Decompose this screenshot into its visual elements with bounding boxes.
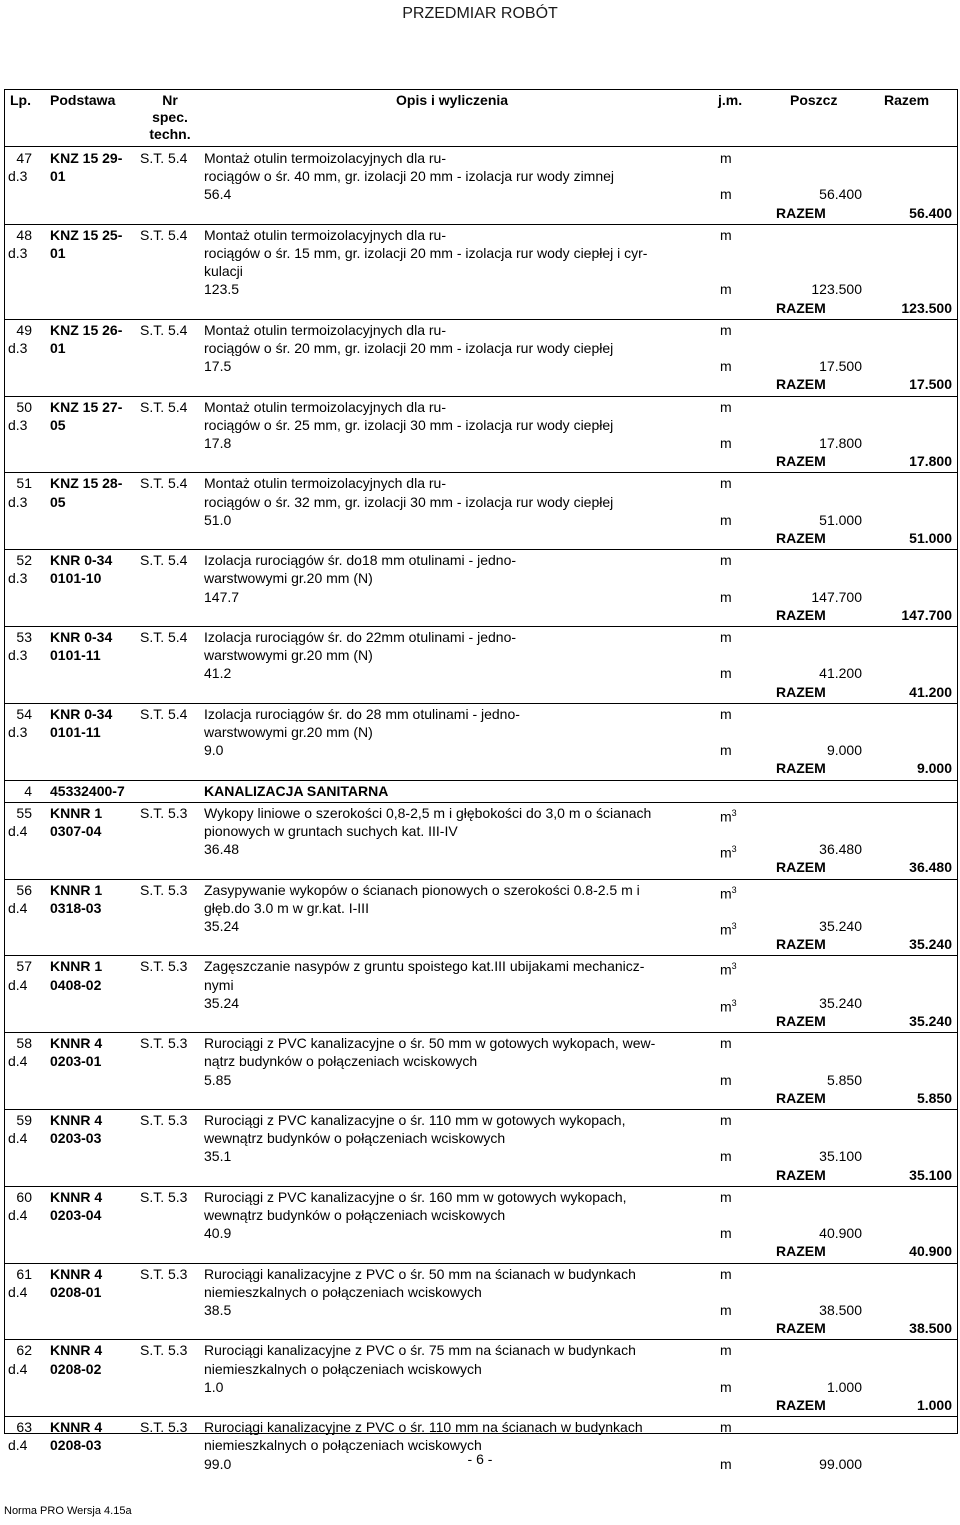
item-48-spec: S.T. 5.4 bbox=[140, 226, 188, 243]
item-48-desc-line: kulacji bbox=[204, 263, 243, 280]
item-56-spec: S.T. 5.3 bbox=[140, 881, 188, 898]
section-title: KANALIZACJA SANITARNA bbox=[204, 782, 389, 799]
col-razem: Razem bbox=[884, 92, 930, 108]
item-49-calc: 17.5 bbox=[204, 358, 232, 375]
item-58-razem-label: RAZEM bbox=[776, 1089, 826, 1106]
item-62-section-ref: d.4 bbox=[8, 1360, 28, 1377]
item-61-razem-label: RAZEM bbox=[776, 1320, 826, 1337]
item-51-razem-label: RAZEM bbox=[776, 530, 826, 546]
item-51-calc-unit: m bbox=[720, 511, 732, 528]
item-60-poszcz: 40.900 bbox=[819, 1225, 862, 1242]
item-55-basis-code: 0307-04 bbox=[50, 823, 102, 839]
item-59-calc-unit: m bbox=[720, 1148, 732, 1165]
item-47-calc-unit: m bbox=[720, 186, 732, 203]
item-50-separator bbox=[4, 472, 957, 473]
item-56-section-ref: d.4 bbox=[8, 899, 28, 916]
col-jm: j.m. bbox=[718, 92, 743, 108]
item-56-calc: 35.24 bbox=[204, 918, 240, 934]
item-53-calc-unit: m bbox=[720, 665, 732, 682]
col-opis: Opis i wyliczenia bbox=[396, 92, 509, 108]
item-51-section-ref: d.3 bbox=[8, 493, 28, 510]
item-61-poszcz: 38.500 bbox=[819, 1302, 862, 1318]
item-63-calc-unit: m bbox=[720, 1455, 732, 1472]
unit-exponent: 3 bbox=[731, 961, 737, 972]
item-48-unit: m bbox=[720, 226, 732, 243]
item-52-basis-code: 0101-10 bbox=[50, 570, 102, 587]
item-53-calc: 41.2 bbox=[204, 665, 232, 682]
item-52-lp: 52 bbox=[16, 552, 32, 569]
item-49-basis-code: 01 bbox=[50, 340, 66, 356]
item-61-desc-line: niemieszkalnych o połączeniach wciskowych bbox=[204, 1283, 482, 1300]
table-left-border bbox=[4, 89, 5, 1434]
item-52-calc-unit: m bbox=[720, 588, 732, 605]
item-62-basis: KNNR 4 bbox=[50, 1342, 103, 1359]
item-53-desc-line: Izolacja rurociągów śr. do 22mm otulinami - jedno- bbox=[204, 629, 517, 645]
item-56-razem-label: RAZEM bbox=[776, 936, 826, 953]
item-48-section-ref: d.3 bbox=[8, 245, 28, 261]
col-lp: Lp. bbox=[10, 92, 31, 108]
item-60-basis: KNNR 4 bbox=[50, 1188, 103, 1205]
item-48-calc: 123.5 bbox=[204, 281, 240, 298]
item-62-razem-label: RAZEM bbox=[776, 1397, 826, 1413]
item-54-spec: S.T. 5.4 bbox=[140, 705, 188, 722]
item-61-lp: 61 bbox=[16, 1265, 32, 1282]
item-53-spec: S.T. 5.4 bbox=[140, 629, 188, 645]
col-podstawa: Podstawa bbox=[50, 92, 116, 108]
item-52-unit: m bbox=[720, 552, 732, 569]
item-51-basis: KNZ 15 28- bbox=[50, 475, 123, 492]
item-48-separator bbox=[4, 319, 957, 320]
item-54-desc-line: Izolacja rurociągów śr. do 28 mm otulinami - jedno- bbox=[204, 705, 520, 722]
item-49-desc-line: Montaż otulin termoizolacyjnych dla ru- bbox=[204, 321, 446, 338]
software-version: Norma PRO Wersja 4.15a bbox=[4, 1505, 132, 1517]
item-59-razem: 35.100 bbox=[909, 1166, 952, 1183]
item-55-poszcz: 36.480 bbox=[819, 841, 862, 858]
item-49-section-ref: d.3 bbox=[8, 340, 28, 356]
item-54-razem: 9.000 bbox=[916, 760, 952, 777]
item-61-razem: 38.500 bbox=[909, 1320, 952, 1337]
item-60-separator bbox=[4, 1263, 957, 1264]
item-48-basis: KNZ 15 25- bbox=[50, 226, 123, 243]
item-58-basis: KNNR 4 bbox=[50, 1035, 103, 1052]
item-54-poszcz: 9.000 bbox=[826, 742, 862, 759]
item-61-section-ref: d.4 bbox=[8, 1283, 28, 1300]
item-57-unit: $m^3$ bbox=[720, 961, 737, 979]
item-54-calc-unit: m bbox=[720, 742, 732, 759]
item-51-razem: 51.000 bbox=[909, 530, 952, 546]
item-58-poszcz: 5.850 bbox=[826, 1071, 862, 1088]
item-47-razem-label: RAZEM bbox=[776, 204, 826, 221]
item-55-razem-label: RAZEM bbox=[776, 859, 826, 876]
item-51-desc-line: rociągów o śr. 32 mm, gr. izolacji 30 mm - izolacja rur wody ciepłej bbox=[204, 493, 614, 510]
item-49-razem: 17.500 bbox=[909, 376, 952, 393]
item-56-calc-unit: $m^3$ bbox=[720, 921, 737, 938]
item-54-section-ref: d.3 bbox=[8, 724, 28, 740]
item-55-section-ref: d.4 bbox=[8, 823, 28, 839]
item-50-calc-unit: m bbox=[720, 435, 732, 451]
item-52-basis: KNR 0-34 bbox=[50, 552, 113, 569]
item-52-razem: 147.700 bbox=[901, 606, 952, 623]
item-59-spec: S.T. 5.3 bbox=[140, 1112, 188, 1128]
item-56-separator bbox=[4, 955, 957, 956]
item-50-poszcz: 17.800 bbox=[819, 435, 862, 451]
item-58-desc-line: nątrz budynków o połączeniach wciskowych bbox=[204, 1053, 478, 1070]
item-61-basis: KNNR 4 bbox=[50, 1265, 103, 1282]
item-61-desc-line: Rurociągi kanalizacyjne z PVC o śr. 50 mm na ścianach w budynkach bbox=[204, 1265, 636, 1282]
item-55-calc-unit: $m^3$ bbox=[720, 844, 737, 861]
col-nr-spec: spec. bbox=[152, 109, 188, 125]
item-50-desc-line: rociągów o śr. 25 mm, gr. izolacji 30 mm - izolacja rur wody ciepłej bbox=[204, 416, 614, 433]
item-52-calc: 147.7 bbox=[204, 588, 240, 605]
item-48-desc-line: rociągów o śr. 15 mm, gr. izolacji 20 mm - izolacja rur wody ciepłej i cyr- bbox=[204, 245, 648, 261]
item-62-unit: m bbox=[720, 1342, 732, 1359]
item-57-section-ref: d.4 bbox=[8, 976, 28, 993]
item-57-desc-line: nymi bbox=[204, 976, 234, 993]
item-56-basis: KNNR 1 bbox=[50, 881, 103, 898]
item-56-poszcz: 35.240 bbox=[819, 918, 862, 934]
unit-exponent: 3 bbox=[731, 884, 737, 895]
item-58-section-ref: d.4 bbox=[8, 1053, 28, 1070]
item-59-calc: 35.1 bbox=[204, 1148, 232, 1165]
item-60-desc-line: wewnątrz budynków o połączeniach wciskowych bbox=[204, 1207, 506, 1223]
item-48-calc-unit: m bbox=[720, 281, 732, 298]
item-57-desc-line: Zagęszczanie nasypów z gruntu spoistego kat.III ubijakami mechanicz- bbox=[204, 958, 645, 975]
item-59-separator bbox=[4, 1186, 957, 1187]
item-53-basis-code: 0101-11 bbox=[50, 647, 101, 664]
item-53-separator bbox=[4, 703, 957, 704]
unit-exponent: 3 bbox=[731, 921, 737, 931]
item-62-spec: S.T. 5.3 bbox=[140, 1342, 188, 1359]
item-55-spec: S.T. 5.3 bbox=[140, 804, 188, 821]
item-47-razem: 56.400 bbox=[909, 204, 952, 221]
item-58-basis-code: 0203-01 bbox=[50, 1053, 102, 1070]
item-51-separator bbox=[4, 549, 957, 550]
item-47-basis-code: 01 bbox=[50, 168, 66, 185]
item-58-separator bbox=[4, 1109, 957, 1110]
item-52-separator bbox=[4, 626, 957, 627]
item-50-basis: KNZ 15 27- bbox=[50, 398, 123, 415]
item-53-desc-line: warstwowymi gr.20 mm (N) bbox=[204, 647, 373, 664]
item-52-razem-label: RAZEM bbox=[776, 606, 826, 623]
item-59-desc-line: wewnątrz budynków o połączeniach wciskowych bbox=[204, 1130, 506, 1147]
item-54-calc: 9.0 bbox=[204, 742, 224, 759]
item-57-spec: S.T. 5.3 bbox=[140, 958, 188, 975]
item-61-calc-unit: m bbox=[720, 1302, 732, 1318]
item-50-razem: 17.800 bbox=[909, 453, 952, 470]
item-55-razem: 36.480 bbox=[909, 859, 952, 876]
item-48-razem: 123.500 bbox=[901, 299, 952, 316]
item-62-basis-code: 0208-02 bbox=[50, 1360, 102, 1377]
item-62-lp: 62 bbox=[16, 1342, 32, 1359]
item-62-separator bbox=[4, 1416, 957, 1417]
item-57-lp: 57 bbox=[16, 958, 32, 975]
item-61-basis-code: 0208-01 bbox=[50, 1283, 102, 1300]
item-63-spec: S.T. 5.3 bbox=[140, 1419, 188, 1436]
item-63-desc-line: Rurociągi kanalizacyjne z PVC o śr. 110 mm na ścianach w budynkach bbox=[204, 1419, 643, 1436]
page-title: PRZEDMIAR ROBÓT bbox=[402, 5, 558, 22]
item-53-razem: 41.200 bbox=[909, 683, 952, 700]
item-57-poszcz: 35.240 bbox=[819, 994, 862, 1011]
unit-exponent: 3 bbox=[731, 997, 737, 1008]
item-55-lp: 55 bbox=[16, 804, 32, 821]
col-poszcz: Poszcz bbox=[790, 92, 838, 108]
item-53-poszcz: 41.200 bbox=[819, 665, 862, 682]
item-63-section-ref: d.4 bbox=[8, 1437, 28, 1454]
item-49-spec: S.T. 5.4 bbox=[140, 321, 188, 338]
item-59-lp: 59 bbox=[16, 1112, 32, 1128]
item-50-section-ref: d.3 bbox=[8, 416, 28, 433]
item-54-lp: 54 bbox=[16, 705, 32, 722]
item-51-lp: 51 bbox=[16, 475, 32, 492]
item-47-desc-line: rociągów o śr. 40 mm, gr. izolacji 20 mm - izolacja rur wody zimnej bbox=[204, 168, 615, 185]
item-56-razem: 35.240 bbox=[909, 936, 952, 953]
item-62-poszcz: 1.000 bbox=[826, 1378, 862, 1395]
item-51-desc-line: Montaż otulin termoizolacyjnych dla ru- bbox=[204, 475, 446, 492]
item-57-calc: 35.24 bbox=[204, 994, 240, 1011]
item-55-desc-line: pionowych w gruntach suchych kat. III-IV bbox=[204, 823, 458, 839]
item-53-lp: 53 bbox=[16, 629, 32, 645]
item-60-razem: 40.900 bbox=[909, 1243, 952, 1260]
item-54-basis: KNR 0-34 bbox=[50, 705, 113, 722]
item-63-basis: KNNR 4 bbox=[50, 1419, 103, 1436]
item-60-spec: S.T. 5.3 bbox=[140, 1188, 188, 1205]
item-48-razem-label: RAZEM bbox=[776, 299, 826, 316]
item-57-razem-label: RAZEM bbox=[776, 1013, 826, 1029]
item-52-desc-line: warstwowymi gr.20 mm (N) bbox=[204, 570, 373, 587]
item-47-poszcz: 56.400 bbox=[819, 186, 862, 203]
item-51-calc: 51.0 bbox=[204, 511, 232, 528]
item-49-poszcz: 17.500 bbox=[819, 358, 862, 375]
item-57-separator bbox=[4, 1032, 957, 1033]
item-50-basis-code: 05 bbox=[50, 416, 66, 433]
page-number: - 6 - bbox=[467, 1451, 493, 1467]
item-48-basis-code: 01 bbox=[50, 245, 66, 261]
item-56-desc-line: Zasypywanie wykopów o ścianach pionowych o szerokości 0.8-2.5 m i bbox=[204, 881, 640, 898]
item-60-section-ref: d.4 bbox=[8, 1207, 28, 1223]
item-50-spec: S.T. 5.4 bbox=[140, 398, 188, 415]
table-top-border bbox=[4, 89, 957, 90]
item-59-section-ref: d.4 bbox=[8, 1130, 28, 1147]
item-54-separator bbox=[4, 780, 957, 781]
item-55-basis: KNNR 1 bbox=[50, 804, 103, 821]
item-49-desc-line: rociągów o śr. 20 mm, gr. izolacji 20 mm - izolacja rur wody ciepłej bbox=[204, 340, 614, 356]
item-56-lp: 56 bbox=[16, 881, 32, 898]
item-57-calc-unit: $m^3$ bbox=[720, 997, 737, 1015]
item-47-lp: 47 bbox=[16, 150, 32, 166]
item-53-basis: KNR 0-34 bbox=[50, 629, 113, 645]
item-60-razem-label: RAZEM bbox=[776, 1243, 826, 1260]
item-54-razem-label: RAZEM bbox=[776, 760, 826, 777]
item-57-razem: 35.240 bbox=[909, 1013, 952, 1029]
item-48-desc-line: Montaż otulin termoizolacyjnych dla ru- bbox=[204, 226, 446, 243]
item-49-lp: 49 bbox=[16, 321, 32, 338]
item-61-spec: S.T. 5.3 bbox=[140, 1265, 188, 1282]
col-nr-techn: techn. bbox=[149, 126, 191, 142]
item-58-lp: 58 bbox=[16, 1035, 32, 1052]
item-58-calc-unit: m bbox=[720, 1071, 732, 1088]
item-47-section-ref: d.3 bbox=[8, 168, 28, 185]
item-55-calc: 36.48 bbox=[204, 841, 240, 858]
item-51-basis-code: 05 bbox=[50, 493, 66, 510]
item-61-unit: m bbox=[720, 1265, 732, 1282]
item-60-desc-line: Rurociągi z PVC kanalizacyjne o śr. 160 mm w gotowych wykopach, bbox=[204, 1188, 627, 1205]
item-56-basis-code: 0318-03 bbox=[50, 899, 102, 916]
item-51-spec: S.T. 5.4 bbox=[140, 475, 188, 492]
item-50-desc-line: Montaż otulin termoizolacyjnych dla ru- bbox=[204, 398, 446, 415]
item-62-desc-line: niemieszkalnych o połączeniach wciskowych bbox=[204, 1360, 482, 1377]
item-58-spec: S.T. 5.3 bbox=[140, 1035, 188, 1052]
item-63-basis-code: 0208-03 bbox=[50, 1437, 102, 1454]
unit-exponent: 3 bbox=[731, 807, 737, 818]
item-55-unit: $m^3$ bbox=[720, 807, 737, 825]
item-49-separator bbox=[4, 396, 957, 397]
table-right-border bbox=[957, 89, 958, 1434]
item-47-desc-line: Montaż otulin termoizolacyjnych dla ru- bbox=[204, 150, 446, 166]
item-51-poszcz: 51.000 bbox=[819, 511, 862, 528]
item-60-unit: m bbox=[720, 1188, 732, 1205]
item-61-separator bbox=[4, 1339, 957, 1340]
header-bottom-border bbox=[4, 146, 957, 147]
item-60-basis-code: 0203-04 bbox=[50, 1207, 102, 1223]
item-57-basis: KNNR 1 bbox=[50, 958, 103, 975]
item-55-desc-line: Wykopy liniowe o szerokości 0,8-2,5 m i głębokości do 3,0 m o ścianach bbox=[204, 804, 652, 821]
item-58-desc-line: Rurociągi z PVC kanalizacyjne o śr. 50 mm w gotowych wykopach, wew- bbox=[204, 1035, 656, 1052]
item-57-basis-code: 0408-02 bbox=[50, 976, 102, 993]
item-62-desc-line: Rurociągi kanalizacyjne z PVC o śr. 75 mm na ścianach w budynkach bbox=[204, 1342, 636, 1359]
item-60-calc: 40.9 bbox=[204, 1225, 232, 1242]
unit-exponent: 3 bbox=[731, 844, 737, 855]
item-52-desc-line: Izolacja rurociągów śr. do18 mm otulinami - jedno- bbox=[204, 552, 517, 569]
item-59-poszcz: 35.100 bbox=[819, 1148, 862, 1165]
item-60-lp: 60 bbox=[16, 1188, 32, 1205]
item-52-section-ref: d.3 bbox=[8, 570, 28, 587]
item-62-calc: 1.0 bbox=[204, 1378, 224, 1395]
item-54-unit: m bbox=[720, 705, 732, 722]
item-59-unit: m bbox=[720, 1112, 732, 1128]
col-nr: Nr bbox=[162, 92, 178, 108]
item-53-section-ref: d.3 bbox=[8, 647, 28, 664]
item-54-basis-code: 0101-11 bbox=[50, 724, 101, 740]
item-49-razem-label: RAZEM bbox=[776, 376, 826, 393]
item-60-calc-unit: m bbox=[720, 1225, 732, 1242]
item-63-poszcz: 99.000 bbox=[819, 1455, 862, 1472]
item-50-lp: 50 bbox=[16, 398, 32, 415]
item-63-desc-line: niemieszkalnych o połączeniach wciskowych bbox=[204, 1437, 482, 1454]
item-56-unit: $m^3$ bbox=[720, 884, 737, 902]
item-51-unit: m bbox=[720, 475, 732, 492]
item-63-unit: m bbox=[720, 1419, 732, 1436]
item-48-lp: 48 bbox=[16, 226, 32, 243]
item-59-razem-label: RAZEM bbox=[776, 1166, 826, 1183]
item-49-calc-unit: m bbox=[720, 358, 732, 375]
item-61-calc: 38.5 bbox=[204, 1302, 232, 1318]
item-63-lp: 63 bbox=[16, 1419, 32, 1436]
item-62-calc-unit: m bbox=[720, 1378, 732, 1395]
item-53-unit: m bbox=[720, 629, 732, 645]
item-53-razem-label: RAZEM bbox=[776, 683, 826, 700]
section-number: 4 bbox=[24, 782, 32, 799]
item-58-calc: 5.85 bbox=[204, 1071, 232, 1088]
item-54-desc-line: warstwowymi gr.20 mm (N) bbox=[204, 724, 373, 740]
item-49-basis: KNZ 15 26- bbox=[50, 321, 123, 338]
item-59-basis: KNNR 4 bbox=[50, 1112, 103, 1128]
item-47-separator bbox=[4, 224, 957, 225]
item-58-unit: m bbox=[720, 1035, 732, 1052]
section-code: 45332400-7 bbox=[50, 782, 125, 799]
item-63-calc: 99.0 bbox=[204, 1455, 232, 1472]
item-55-separator bbox=[4, 879, 957, 880]
section-separator bbox=[4, 802, 957, 803]
item-52-spec: S.T. 5.4 bbox=[140, 552, 188, 569]
item-47-spec: S.T. 5.4 bbox=[140, 150, 188, 166]
item-47-unit: m bbox=[720, 150, 732, 166]
item-59-basis-code: 0203-03 bbox=[50, 1130, 102, 1147]
item-56-desc-line: głęb.do 3.0 m w gr.kat. I-III bbox=[204, 899, 369, 916]
item-50-calc: 17.8 bbox=[204, 435, 232, 451]
item-62-razem: 1.000 bbox=[916, 1397, 952, 1413]
item-50-razem-label: RAZEM bbox=[776, 453, 826, 470]
item-59-desc-line: Rurociągi z PVC kanalizacyjne o śr. 110 mm w gotowych wykopach, bbox=[204, 1112, 626, 1128]
item-47-basis: KNZ 15 29- bbox=[50, 150, 123, 166]
item-52-poszcz: 147.700 bbox=[811, 588, 862, 605]
item-58-razem: 5.850 bbox=[916, 1089, 952, 1106]
item-47-calc: 56.4 bbox=[204, 186, 232, 203]
item-48-poszcz: 123.500 bbox=[811, 281, 862, 298]
item-49-unit: m bbox=[720, 321, 732, 338]
item-50-unit: m bbox=[720, 398, 732, 415]
